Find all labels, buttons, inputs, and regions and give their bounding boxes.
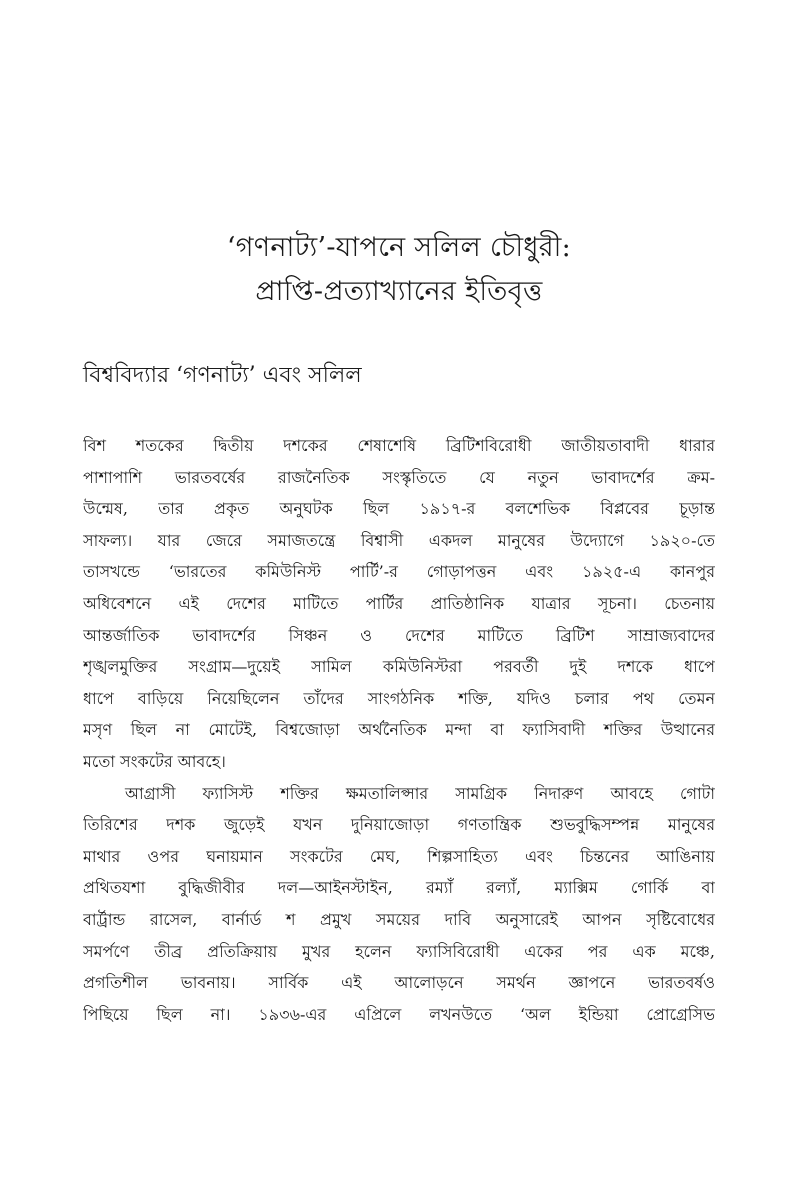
paragraph-line: অধিবেশনে এই দেশের মাটিতে পার্টির প্রাতিষ্ঠানিক যাত্রার সূচনা। চেতনায় [83, 593, 715, 613]
paragraph-line: মসৃণ ছিল না মোটেই, বিশ্বজোড়া অর্থনৈতিক মন্দা বা ফ্যাসিবাদী শক্তির উত্থানের [83, 720, 715, 740]
chapter-title-line-2: প্রাপ্তি-প্রত্যাখ্যানের ইতিবৃত্ত [255, 276, 543, 307]
paragraph-1 [83, 430, 715, 778]
paragraph-line: ধাপে বাড়িয়ে নিয়েছিলেন তাঁদের সাংগঠনিক শক্তি, যদিও চলার পথ তেমন [83, 688, 715, 708]
paragraph-line: মাথার ওপর ঘনায়মান সংকটের মেঘ, শিল্পসাহিত্য এবং চিন্তনের আঙিনায় [83, 846, 715, 866]
paragraph-line: সাফল্য। যার জেরে সমাজতন্ত্রে বিশ্বাসী একদল মানুষের উদ্যোগে ১৯২০-তে [83, 530, 715, 550]
chapter-title-line-1: ‘গণনাট্য’-যাপনে সলিল চৌধুরী: [226, 232, 572, 263]
paragraph-line: আগ্রাসী ফ্যাসিস্ট শক্তির ক্ষমতালিপ্সার সামগ্রিক নিদারুণ আবহে গোটা [125, 783, 715, 803]
paragraph-2 [83, 778, 715, 1031]
paragraph-line: বার্ট্রান্ড রাসেল, বার্নার্ড শ প্রমুখ সময়ের দাবি অনুসারেই আপন সৃষ্টিবোধের [83, 909, 715, 929]
paragraph-line: প্রথিতযশা বুদ্ধিজীবীর দল—আইনস্টাইন, রম্যাঁ রল্যাঁ, ম্যাক্সিম গোর্কি বা [83, 878, 715, 898]
section-heading: বিশ্ববিদ্যার ‘গণনাট্য’ এবং সলিল [83, 363, 362, 388]
paragraph-line: মতো সংকটের আবহে। [83, 751, 226, 771]
paragraph-line: সমর্পণে তীব্র প্রতিক্রিয়ায় মুখর হলেন ফ্যাসিবিরোধী একের পর এক মঞ্চে, [83, 941, 715, 961]
book-page [83, 0, 715, 1200]
paragraph-line: আন্তর্জাতিক ভাবাদর্শের সিঞ্চন ও দেশের মাটিতে ব্রিটিশ সাম্রাজ্যবাদের [83, 625, 715, 645]
paragraph-line: প্রগতিশীল ভাবনায়। সার্বিক এই আলোড়নে সমর্থন জ্ঞাপনে ভারতবর্ষও [83, 973, 715, 993]
chapter-title [83, 226, 715, 314]
paragraph-line: শৃঙ্খলমুক্তির সংগ্রাম—দুয়েই সামিল কমিউনিস্টরা পরবর্তী দুই দশকে ধাপে [83, 657, 715, 677]
paragraph-line: তিরিশের দশক জুড়েই যখন দুনিয়াজোড়া গণতান্ত্রিক শুভবুদ্ধিসম্পন্ন মানুষের [83, 815, 715, 835]
paragraph-line: উন্মেষ, তার প্রকৃত অনুঘটক ছিল ১৯১৭-র বলশেভিক বিপ্লবের চূড়ান্ত [83, 499, 715, 519]
paragraph-line: বিশ শতকের দ্বিতীয় দশকের শেষাশেষি ব্রিটিশবিরোধী জাতীয়তাবাদী ধারার [83, 436, 715, 455]
paragraph-line: তাসখন্ডে ‘ভারতের কমিউনিস্ট পার্টি’-র গোড়াপত্তন এবং ১৯২৫-এ কানপুর [83, 562, 715, 582]
paragraph-line: পাশাপাশি ভারতবর্ষের রাজনৈতিক সংস্কৃতিতে যে নতুন ভাবাদর্শের ক্রম- [83, 467, 715, 487]
body-text [83, 430, 715, 1030]
paragraph-line: পিছিয়ে ছিল না। ১৯৩৬-এর এপ্রিলে লখনউতে ‘অল ইন্ডিয়া প্রোগ্রেসিভ [83, 1004, 715, 1024]
